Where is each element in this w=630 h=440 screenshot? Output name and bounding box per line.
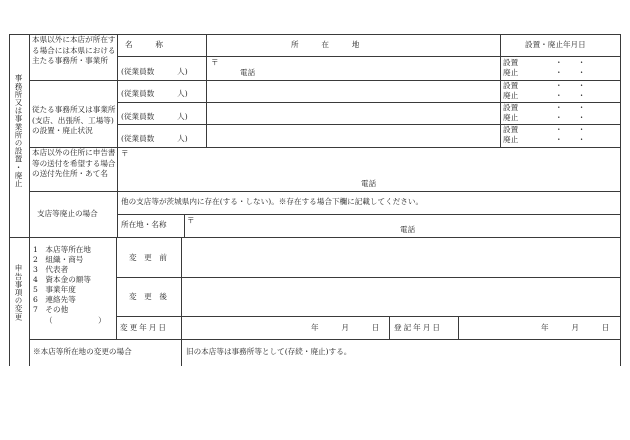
change-item-6: 6 連絡先等 [33,295,76,304]
date-2a: ・ ・ [555,81,586,90]
before-label: 変 更 前 [129,253,167,262]
relocation-label: ※本店等所在地の変更の場合 [33,347,132,356]
abolish-postal: 〒 [187,216,195,225]
date-2b: ・ ・ [555,91,586,100]
phone-1: 電話 [240,68,256,77]
date-1a: ・ ・ [555,58,586,67]
date-1b: ・ ・ [555,68,586,77]
change-item-7: 7 その他 [33,305,69,314]
registration-date-label: 登記年月日 [394,323,442,332]
relocation-note: 旧の本店等は事務所等として(存続・廃止)する。 [186,347,352,356]
date-4b: ・ ・ [555,135,586,144]
change-item-other: （ ） [45,316,106,325]
mailing-postal: 〒 [121,149,129,158]
date-4a: ・ ・ [555,125,586,134]
employees-2: (従業員数 人) [121,89,188,98]
change-item-5: 5 事業年度 [33,285,76,294]
header-date: 設置・廃止年月日 [525,40,586,49]
date-3a: ・ ・ [555,103,586,112]
change-item-3: 3 代表者 [33,265,69,274]
setup-4: 設置 [503,125,519,134]
abolish-2: 廃止 [503,91,519,100]
change-side-label: 申告事項の変更 [14,264,23,321]
header-address: 所 在 地 [291,40,360,49]
setup-1: 設置 [503,58,519,67]
header-name: 名 称 [125,40,163,49]
employees-3: (従業員数 人) [121,112,188,121]
main-office-label: 本県以外に本店が所在する場合には本県における主たる事務所・事業所 [32,35,116,65]
branch-abolish-label: 支店等廃止の場合 [37,209,98,218]
employees-1: (従業員数 人) [121,67,188,76]
setup-2: 設置 [503,81,519,90]
postal-1: 〒 [211,58,219,67]
mailing-label: 本店以外の住所に申告書等の送付を希望する場合の送付先住所・あて名 [32,148,116,178]
after-label: 変 更 後 [129,292,167,301]
change-item-4: 4 資本金の額等 [33,275,91,284]
registration-date-value: 年 月 日 [541,323,610,332]
office-side-label: 事務所又は事業所の設置・廃止 [14,74,23,188]
mailing-phone: 電話 [361,179,377,188]
branch-label: 従たる事務所又は事業所(支店、出張所、工場等)の設置・廃止状況 [32,105,116,135]
address-name-label: 所在地・名称 [121,220,167,229]
change-item-1: 1 本店等所在地 [33,245,91,254]
form-table [9,34,621,366]
abolish-phone: 電話 [400,225,416,234]
employees-4: (従業員数 人) [121,134,188,143]
change-item-2: 2 組織・商号 [33,255,84,264]
branch-abolish-note: 他の支店等が茨城県内に存在(する・しない)。※存在する場合下欄に記載してください。 [121,197,424,206]
abolish-1: 廃止 [503,68,519,77]
abolish-3: 廃止 [503,113,519,122]
setup-3: 設置 [503,103,519,112]
change-date-value: 年 月 日 [311,323,380,332]
date-3b: ・ ・ [555,113,586,122]
abolish-4: 廃止 [503,135,519,144]
change-date-label: 変更年月日 [120,323,168,332]
